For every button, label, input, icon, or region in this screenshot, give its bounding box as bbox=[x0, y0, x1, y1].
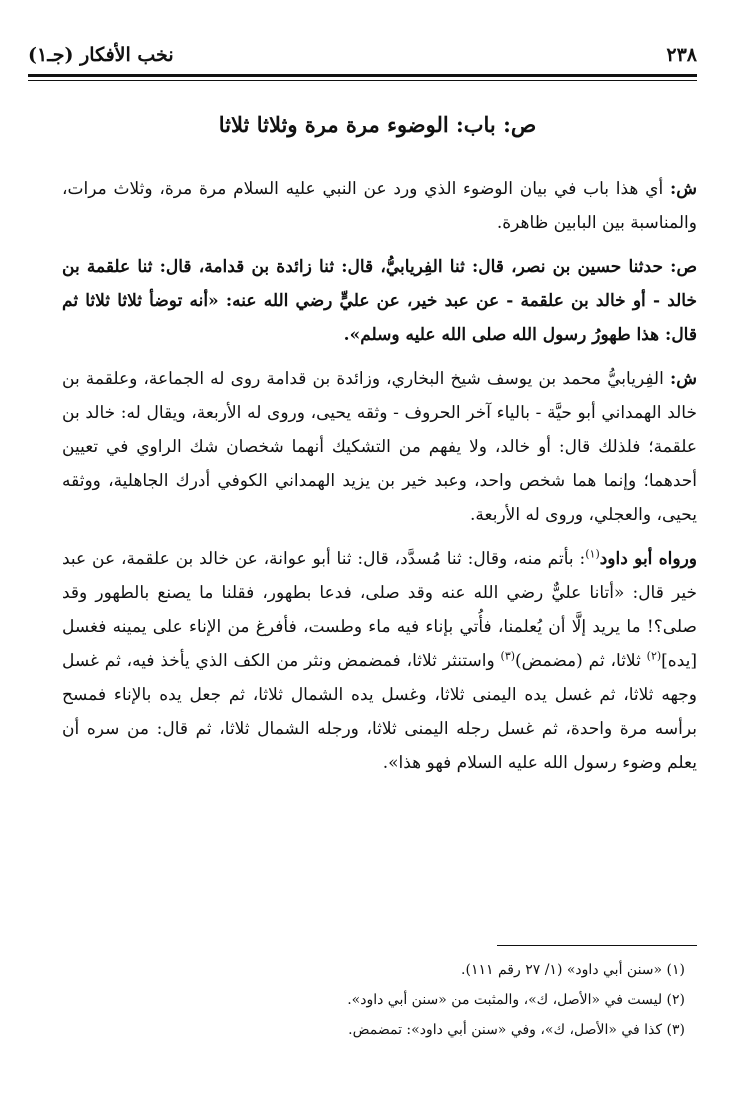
paragraph-hadith: ص: حدثنا حسين بن نصر، قال: ثنا الفِريابيُّ، قال: ثنا زائدة بن قدامة، قال: ثنا علقمة بن خالد - أو خالد بن علقمة - عن عبد خير، عن عليٍّ رضي الله عنه: «أنه توضأ ثلاثا ثلاثا ثم قال: هذا طهورُ رسول الله صلى الله عليه وسلم». bbox=[62, 257, 697, 345]
commentary-marker: ش: bbox=[669, 179, 697, 199]
paragraph-narration bbox=[62, 542, 697, 780]
narration-lead: ورواه أبو داود bbox=[599, 549, 698, 569]
header-rule bbox=[28, 74, 697, 77]
paragraph-text: أي هذا باب في بيان الوضوء الذي ورد عن النبي عليه السلام مرة مرة، وثلاث مرات، والمناسبة بين البابين ظاهرة. bbox=[62, 179, 697, 233]
paragraph-commentary-1 bbox=[62, 172, 697, 240]
page-number: ٢٣٨ bbox=[666, 44, 697, 66]
footnote-ref-2[interactable]: (٢) bbox=[646, 649, 662, 663]
paragraph-text: : بأتم منه، وقال: ثنا مُسدَّد، قال: ثنا أبو عوانة، عن خالد بن علقمة، عن عبد خير قال: «أتانا عليٌّ رضي الله عنه وقد صلى، فدعا بطهور، فقلنا ما يصنع بالطهور وقد صلى؟! ما يريد إلَّا أن يُعلمنا، فأُتي بإناء فيه ماء وطست، فأفرغ من الإناء على يمينه فغسل [يده] bbox=[62, 549, 697, 671]
paragraph-text: ثلاثا، ثم (مضمض) bbox=[515, 651, 647, 671]
chapter-title: ص: باب: الوضوء مرة مرة وثلاثا ثلاثا bbox=[218, 112, 537, 137]
footnotes bbox=[62, 955, 685, 1045]
footnote-ref-1[interactable]: (١) bbox=[585, 547, 600, 561]
footnote-3: (٣) كذا في «الأصل، ك»، وفي «سنن أبي داود»: تمضمض. bbox=[348, 1022, 685, 1038]
footnote-ref-3[interactable]: (٣) bbox=[500, 649, 516, 663]
main-text bbox=[62, 172, 697, 790]
running-header bbox=[28, 40, 697, 70]
header-rule-thin bbox=[28, 80, 697, 81]
commentary-marker: ش: bbox=[669, 369, 697, 389]
paragraph-text: الفِريابيُّ محمد بن يوسف شيخ البخاري، وزائدة بن قدامة روى له الجماعة، وعلقمة بن خالد الهمداني أبو حيَّة - بالياء آخر الحروف - وثقه يحيى، وروى له الأربعة، ويقال له: خالد بن علقمة؛ فلذلك قال: أو خالد، ولا يفهم من التشكيك أنهما شخصان شك الراوي في تعيين أحدهما؛ وإنما هما شخص واحد، وعبد خير بن يزيد الهمداني الكوفي أدرك الجاهلية، ووثقه يحيى، والعجلي، وروى له الأربعة. bbox=[62, 369, 697, 525]
book-title: نخب الأفكار (جـ١) bbox=[28, 44, 174, 66]
footnote-1: (١) «سنن أبي داود» (١/ ٢٧ رقم ١١١). bbox=[461, 962, 685, 978]
footnote-separator bbox=[497, 945, 697, 946]
footnote-2: (٢) ليست في «الأصل، ك»، والمثبت من «سنن أبي داود». bbox=[347, 992, 685, 1008]
paragraph-commentary-2 bbox=[62, 362, 697, 532]
paragraph-text: واستنثر ثلاثا، فمضمض ونثر من الكف الذي يأخذ فيه، ثم غسل وجهه ثلاثا، ثم غسل يده اليمنى ثلاثا، وغسل يده الشمال ثلاثا، ثم جعل يده بالإناء فمسح برأسه مرة واحدة، ثم غسل رجله اليمنى ثلاثا، ورجله الشمال ثلاثا، ثم قال: من سره أن يعلم وضوء رسول الله عليه السلام فهو هذا». bbox=[62, 651, 697, 773]
